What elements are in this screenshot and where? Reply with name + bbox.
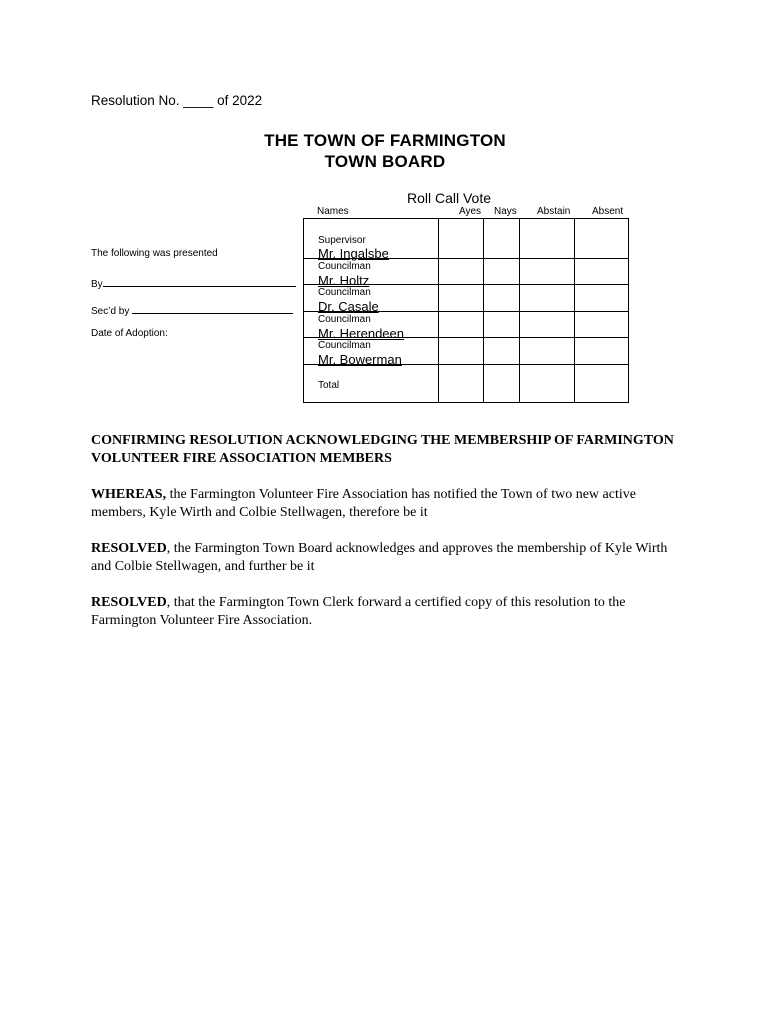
member-cell: [304, 338, 439, 365]
absent-cell[interactable]: [575, 259, 629, 285]
member-cell: [304, 312, 439, 341]
nays-cell[interactable]: [484, 338, 520, 365]
moved-by-label: By: [91, 279, 103, 290]
total-cell: [304, 365, 439, 403]
roll-call-title: Roll Call Vote: [406, 190, 492, 206]
absent-cell[interactable]: [575, 285, 629, 312]
whereas-paragraph: [91, 486, 681, 522]
resolution-subject: CONFIRMING RESOLUTION ACKNOWLEDGING THE MEMBERSHIP OF FARMINGTON VOLUNTEER FIRE ASSOCIATION MEMBERS: [91, 433, 674, 466]
member-title: Councilman: [318, 287, 371, 298]
column-header-names: Names: [317, 206, 349, 217]
ayes-total-cell[interactable]: [439, 365, 484, 403]
member-title: Councilman: [318, 340, 371, 351]
table-row: [304, 285, 629, 312]
document-title: THE TOWN OF FARMINGTON: [264, 131, 506, 150]
nays-cell[interactable]: [484, 219, 520, 259]
abstain-cell[interactable]: [520, 312, 575, 338]
column-header-absent: Absent: [592, 206, 624, 217]
member-title: Councilman: [318, 261, 371, 272]
nays-cell[interactable]: [484, 285, 520, 312]
table-row: [304, 338, 629, 365]
member-title: Councilman: [318, 314, 371, 325]
whereas-text: the Farmington Volunteer Fire Association has notified the Town of two new active members, Kyle Wirth and Colbie Stellwagen, therefore be it: [91, 487, 636, 520]
table-row: [304, 219, 629, 259]
resolved-keyword: RESOLVED: [91, 541, 167, 556]
whereas-keyword: WHEREAS,: [91, 487, 167, 502]
member-cell: [304, 219, 439, 259]
moved-by-line[interactable]: [103, 275, 296, 287]
abstain-cell[interactable]: [520, 338, 575, 365]
resolved-text: , the Farmington Town Board acknowledges and approves the membership of Kyle Wirth and Colbie Stellwagen, and further be it: [91, 541, 668, 574]
moved-by-field[interactable]: [91, 275, 296, 290]
resolved-keyword: RESOLVED: [91, 595, 167, 610]
seconded-by-line[interactable]: [132, 302, 293, 314]
abstain-cell[interactable]: [520, 259, 575, 285]
seconded-by-label: Sec’d by: [91, 306, 130, 317]
abstain-cell[interactable]: [520, 285, 575, 312]
member-name: Dr. Casale: [318, 299, 379, 314]
ayes-cell[interactable]: [439, 312, 484, 338]
ayes-cell[interactable]: [439, 259, 484, 285]
nays-total-cell[interactable]: [484, 365, 520, 403]
total-label: Total: [318, 380, 340, 391]
document-subtitle: TOWN BOARD: [324, 152, 446, 171]
column-header-ayes: Ayes: [459, 206, 482, 217]
absent-cell[interactable]: [575, 312, 629, 338]
column-header-abstain: Abstain: [537, 206, 571, 217]
absent-cell[interactable]: [575, 219, 629, 259]
ayes-cell[interactable]: [439, 338, 484, 365]
column-header-nays: Nays: [494, 206, 517, 217]
adoption-date-label: Date of Adoption:: [91, 328, 168, 339]
absent-total-cell[interactable]: [575, 365, 629, 403]
ayes-cell[interactable]: [439, 285, 484, 312]
member-name: Mr. Holtz: [318, 273, 370, 288]
resolved-paragraph-2: [91, 594, 681, 630]
abstain-cell[interactable]: [520, 219, 575, 259]
table-row: [304, 259, 629, 285]
member-title: Supervisor: [318, 235, 366, 246]
member-cell: [304, 285, 439, 312]
resolution-number: Resolution No. ____ of 2022: [91, 93, 263, 108]
absent-cell[interactable]: [575, 338, 629, 365]
member-name: Mr. Bowerman: [318, 352, 402, 367]
table-row-total: [304, 365, 629, 403]
member-name: Mr. Herendeen: [318, 326, 404, 341]
resolved-text: , that the Farmington Town Clerk forward a certified copy of this resolution to the Farmington Volunteer Fire Association.: [91, 595, 626, 628]
resolved-paragraph-1: [91, 540, 681, 576]
table-row: [304, 312, 629, 338]
member-name: Mr. Ingalsbe: [318, 246, 389, 261]
seconded-by-field[interactable]: [91, 302, 293, 317]
member-cell: [304, 259, 439, 288]
nays-cell[interactable]: [484, 312, 520, 338]
abstain-total-cell[interactable]: [520, 365, 575, 403]
nays-cell[interactable]: [484, 259, 520, 285]
roll-call-table: [303, 218, 629, 403]
presented-label: The following was presented: [91, 248, 218, 259]
ayes-cell[interactable]: [439, 219, 484, 259]
